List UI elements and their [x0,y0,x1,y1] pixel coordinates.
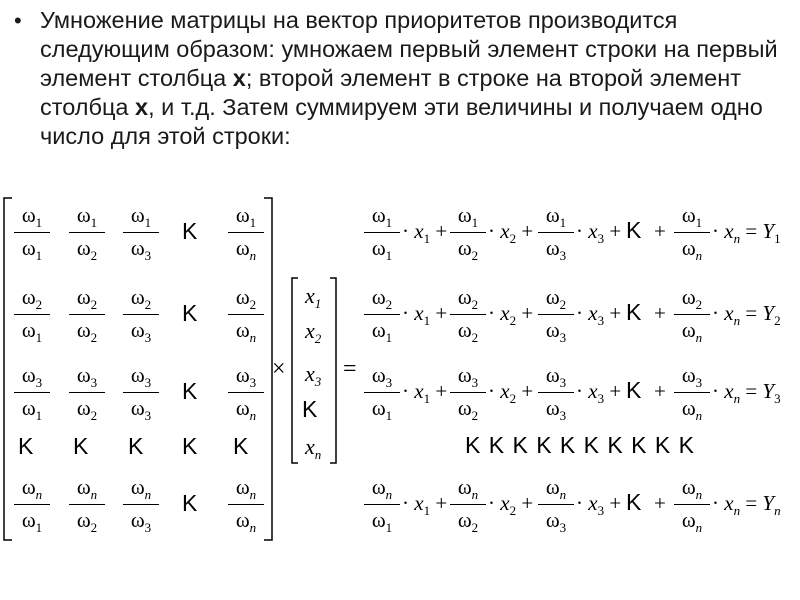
denominator: $\omega_3$ [545,396,567,423]
numerator-index: 2 [249,297,257,312]
matrix-element [67,203,107,261]
variable-index: 3 [597,503,605,518]
variable: $x_n$ [724,219,741,246]
matrix-ellipsis-k: K [182,433,198,459]
numerator: $\omega_2$ [681,285,703,312]
denominator-index: 1 [35,520,43,535]
fraction-bar [14,392,50,393]
matrix-element [12,475,52,533]
denominator: $\omega_n$ [681,318,703,345]
vector-element: $x_2$ [305,318,322,346]
fraction-bar [538,392,574,393]
numerator-index: 3 [35,375,43,390]
denominator-index: 1 [385,408,393,423]
numerator: $\omega_n$ [21,475,43,502]
intro-text: Умножение матрицы на вектор приоритетов производится следующим образом: умножаем первый элемент строки на первый элемент столбца x; второй элемент в строке на второй элемент столбца x, и т.д. Затем суммируем эти величины и получаем одно число для этой строки: [40,7,778,149]
vector-left-bracket [290,277,300,465]
fraction-bar [674,504,710,505]
denominator: $\omega_2$ [457,396,479,423]
variable-index: 1 [423,503,431,518]
denominator-index: 1 [385,330,393,345]
numerator-index: 2 [695,297,703,312]
denominator-index: 2 [90,408,98,423]
result-fraction [672,475,712,533]
denominator: $\omega_n$ [235,318,257,345]
denominator-index: 2 [471,408,479,423]
variable-index: 2 [509,313,517,328]
result-y: $Y_1$ [762,219,781,246]
fraction-bar [123,232,159,233]
numerator: $\omega_1$ [371,203,393,230]
product-term: · $x_1$ + [402,219,448,246]
denominator: $\omega_2$ [76,236,98,263]
variable: $x_n$ [724,379,741,406]
numerator-index: 3 [144,375,152,390]
result-fraction [536,285,576,343]
numerator-index: 3 [90,375,98,390]
denominator-index: 1 [35,330,43,345]
denominator-index: 1 [35,408,43,423]
vector-index: 2 [314,331,322,346]
numerator: $\omega_1$ [545,203,567,230]
result-fraction [672,203,712,261]
denominator-index: n [249,248,257,263]
result-y: $Y_3$ [762,379,781,406]
denominator: $\omega_2$ [457,318,479,345]
product-term: · $x_n = Y_3$ [712,379,781,406]
result-equation-row [362,285,792,345]
result-fraction [672,285,712,343]
denominator: $\omega_1$ [21,508,43,535]
variable-index: 2 [509,231,517,246]
denominator: $\omega_n$ [681,236,703,263]
numerator: $\omega_2$ [235,285,257,312]
numerator-index: 2 [35,297,43,312]
matrix-ellipsis-k: K [73,433,89,459]
denominator: $\omega_n$ [681,508,703,535]
result-fraction [362,285,402,343]
variable: $x_2$ [500,219,517,246]
denominator-index: 3 [559,330,567,345]
denominator: $\omega_1$ [21,396,43,423]
fraction-bar [69,232,105,233]
result-fraction [536,475,576,533]
numerator: $\omega_2$ [457,285,479,312]
matrix-element [67,285,107,343]
denominator-index: 2 [90,248,98,263]
result-fraction [536,363,576,421]
product-term: · $x_n = Y_n$ [712,491,781,518]
product-term: · $x_2$ + [488,219,534,246]
product-term: · $x_2$ + [488,491,534,518]
variable-index: n [733,313,741,328]
numerator-index: 3 [695,375,703,390]
product-term: · $x_3$ + [576,491,622,518]
variable: $x_1$ [414,301,431,328]
matrix-ellipsis-k: K [233,433,249,459]
fraction-bar [364,314,400,315]
matrix-element [226,285,266,343]
numerator: $\omega_3$ [21,363,43,390]
denominator: $\omega_1$ [371,236,393,263]
numerator: $\omega_3$ [681,363,703,390]
numerator-index: 1 [90,215,98,230]
numerator: $\omega_3$ [130,363,152,390]
fraction-bar [69,392,105,393]
equals-sign: = [343,356,357,382]
numerator-index: 1 [35,215,43,230]
variable-index: 1 [423,231,431,246]
matrix-element [12,285,52,343]
fraction-bar [674,392,710,393]
denominator: $\omega_1$ [371,318,393,345]
denominator-index: 3 [144,520,152,535]
denominator-index: n [695,330,703,345]
numerator: $\omega_n$ [545,475,567,502]
times-sign: × [272,356,286,382]
numerator-index: 1 [695,215,703,230]
fraction-bar [14,232,50,233]
denominator: $\omega_2$ [76,396,98,423]
denominator-index: 3 [144,248,152,263]
denominator-index: 2 [471,330,479,345]
denominator-index: n [249,330,257,345]
numerator: $\omega_2$ [21,285,43,312]
denominator: $\omega_n$ [681,396,703,423]
denominator: $\omega_3$ [545,508,567,535]
numerator: $\omega_2$ [76,285,98,312]
matrix-element [67,363,107,421]
numerator-index: 2 [385,297,393,312]
vector-right-bracket [328,277,338,465]
fraction-bar [69,314,105,315]
denominator-index: n [695,520,703,535]
matrix-ellipsis-k: K [182,490,198,516]
numerator-index: n [471,487,479,502]
numerator: $\omega_n$ [681,475,703,502]
equation-ellipsis-k: K [626,377,642,403]
variable-index: 1 [423,313,431,328]
numerator: $\omega_2$ [371,285,393,312]
variable: $x_3$ [588,491,605,518]
numerator-index: 3 [471,375,479,390]
denominator-index: n [695,248,703,263]
bold-x: x [232,65,246,91]
numerator-index: 3 [559,375,567,390]
numerator: $\omega_3$ [457,363,479,390]
fraction-bar [14,504,50,505]
result-fraction [448,363,488,421]
numerator: $\omega_1$ [76,203,98,230]
denominator: $\omega_3$ [545,236,567,263]
product-term: · $x_3$ + [576,301,622,328]
numerator: $\omega_n$ [457,475,479,502]
variable-index: n [733,391,741,406]
denominator-index: 1 [385,248,393,263]
numerator-index: n [249,487,257,502]
denominator-index: 2 [471,520,479,535]
denominator-index: 3 [144,408,152,423]
continuation-k-row: K K K K K K K K K K [465,432,695,458]
fraction-bar [364,232,400,233]
result-equation-row [362,475,792,535]
fraction-bar [228,504,264,505]
variable-index: n [733,503,741,518]
plus-sign: + [654,219,666,243]
numerator-index: 1 [471,215,479,230]
result-index: 3 [774,391,781,406]
fraction-bar [69,504,105,505]
denominator: $\omega_3$ [130,236,152,263]
numerator: $\omega_1$ [130,203,152,230]
result-y: $Y_n$ [762,491,781,518]
fraction-bar [123,314,159,315]
fraction-bar [674,314,710,315]
variable-index: 1 [423,391,431,406]
numerator-index: 2 [144,297,152,312]
result-fraction [536,203,576,261]
variable: $x_3$ [588,301,605,328]
fraction-bar [123,504,159,505]
plus-sign: + [654,301,666,325]
fraction-bar [228,314,264,315]
numerator-index: 1 [144,215,152,230]
result-fraction [362,363,402,421]
product-term: · $x_2$ + [488,301,534,328]
denominator-index: 3 [559,248,567,263]
numerator: $\omega_3$ [235,363,257,390]
variable-index: 3 [597,231,605,246]
variable: $x_2$ [500,379,517,406]
matrix-element [121,363,161,421]
denominator: $\omega_3$ [130,508,152,535]
denominator: $\omega_1$ [371,508,393,535]
fraction-bar [364,504,400,505]
fraction-bar [538,314,574,315]
result-fraction [448,285,488,343]
numerator-index: 3 [385,375,393,390]
denominator-index: 1 [35,248,43,263]
numerator-index: 2 [90,297,98,312]
product-term: · $x_1$ + [402,491,448,518]
numerator-index: 1 [559,215,567,230]
vector-index: 3 [314,374,322,389]
matrix-ellipsis-k: K [182,300,198,326]
bold-x: x [135,94,149,120]
denominator: $\omega_n$ [235,508,257,535]
denominator: $\omega_3$ [545,318,567,345]
fraction-bar [228,392,264,393]
denominator: $\omega_1$ [21,236,43,263]
denominator: $\omega_3$ [130,396,152,423]
product-term: · $x_n = Y_2$ [712,301,781,328]
denominator: $\omega_n$ [235,236,257,263]
plus-sign: + [654,379,666,403]
matrix-element [67,475,107,533]
numerator: $\omega_2$ [130,285,152,312]
numerator: $\omega_2$ [545,285,567,312]
product-term: · $x_1$ + [402,379,448,406]
denominator: $\omega_n$ [235,396,257,423]
numerator: $\omega_1$ [21,203,43,230]
product-term: · $x_3$ + [576,379,622,406]
numerator: $\omega_n$ [130,475,152,502]
fraction-bar [538,232,574,233]
denominator: $\omega_3$ [130,318,152,345]
denominator-index: 1 [385,520,393,535]
fraction-bar [674,232,710,233]
result-fraction [448,203,488,261]
variable: $x_2$ [500,491,517,518]
fraction-bar [123,392,159,393]
fraction-bar [450,314,486,315]
denominator-index: n [249,520,257,535]
numerator: $\omega_1$ [457,203,479,230]
fraction-bar [450,504,486,505]
numerator-index: n [35,487,43,502]
variable: $x_3$ [588,219,605,246]
equation-ellipsis-k: K [626,489,642,515]
variable-index: 3 [597,391,605,406]
variable-index: 2 [509,391,517,406]
variable: $x_1$ [414,379,431,406]
matrix-element [121,475,161,533]
variable: $x_n$ [724,301,741,328]
variable: $x_1$ [414,219,431,246]
numerator: $\omega_1$ [235,203,257,230]
matrix-element [121,203,161,261]
product-term: · $x_3$ + [576,219,622,246]
denominator-index: n [695,408,703,423]
plus-sign: + [654,491,666,515]
denominator: $\omega_2$ [457,508,479,535]
denominator: $\omega_2$ [76,318,98,345]
product-term: · $x_1$ + [402,301,448,328]
matrix-ellipsis-k: K [182,218,198,244]
fraction-bar [364,392,400,393]
result-fraction [672,363,712,421]
denominator: $\omega_2$ [457,236,479,263]
numerator: $\omega_n$ [371,475,393,502]
result-fraction [448,475,488,533]
bullet-point: • [14,8,22,33]
matrix-ellipsis-k: K [128,433,144,459]
equation-ellipsis-k: K [626,217,642,243]
numerator-index: n [385,487,393,502]
vector-index: n [314,447,322,462]
denominator: $\omega_1$ [371,396,393,423]
result-index: n [774,503,781,518]
variable: $x_n$ [724,491,741,518]
variable-index: 3 [597,313,605,328]
numerator-index: n [144,487,152,502]
fraction-bar [538,504,574,505]
numerator: $\omega_3$ [76,363,98,390]
numerator-index: n [559,487,567,502]
variable-index: n [733,231,741,246]
matrix-element [12,203,52,261]
product-term: · $x_n = Y_1$ [712,219,781,246]
matrix-element [226,363,266,421]
intro-paragraph [14,6,784,151]
result-index: 2 [774,313,781,328]
matrix-ellipsis-k: K [182,378,198,404]
numerator-index: 1 [249,215,257,230]
vector-element: $x_n$ [305,434,322,462]
variable: $x_3$ [588,379,605,406]
matrix-ellipsis-k: K [18,433,34,459]
result-index: 1 [774,231,781,246]
numerator-index: n [695,487,703,502]
result-fraction [362,475,402,533]
numerator: $\omega_1$ [681,203,703,230]
denominator-index: 3 [559,408,567,423]
result-equation-row [362,363,792,423]
numerator-index: n [90,487,98,502]
numerator: $\omega_3$ [371,363,393,390]
numerator: $\omega_3$ [545,363,567,390]
fraction-bar [450,392,486,393]
fraction-bar [228,232,264,233]
denominator-index: 2 [90,330,98,345]
result-y: $Y_2$ [762,301,781,328]
numerator: $\omega_n$ [235,475,257,502]
equation-ellipsis-k: K [626,299,642,325]
numerator-index: 3 [249,375,257,390]
variable: $x_2$ [500,301,517,328]
numerator: $\omega_n$ [76,475,98,502]
denominator: $\omega_1$ [21,318,43,345]
result-equation-row [362,203,792,263]
matrix-element [226,475,266,533]
vector-ellipsis-k: K [302,396,318,422]
denominator-index: 2 [471,248,479,263]
variable-index: 2 [509,503,517,518]
matrix-element [12,363,52,421]
matrix-element [226,203,266,261]
matrix-element [121,285,161,343]
denominator: $\omega_2$ [76,508,98,535]
denominator-index: 2 [90,520,98,535]
denominator-index: 3 [559,520,567,535]
vector-element: $x_3$ [305,361,322,389]
numerator-index: 2 [471,297,479,312]
denominator-index: n [249,408,257,423]
vector-element: $x_1$ [305,283,322,311]
vector-index: 1 [314,296,322,311]
product-term: · $x_2$ + [488,379,534,406]
fraction-bar [14,314,50,315]
numerator-index: 1 [385,215,393,230]
result-fraction [362,203,402,261]
variable: $x_1$ [414,491,431,518]
denominator-index: 3 [144,330,152,345]
fraction-bar [450,232,486,233]
numerator-index: 2 [559,297,567,312]
